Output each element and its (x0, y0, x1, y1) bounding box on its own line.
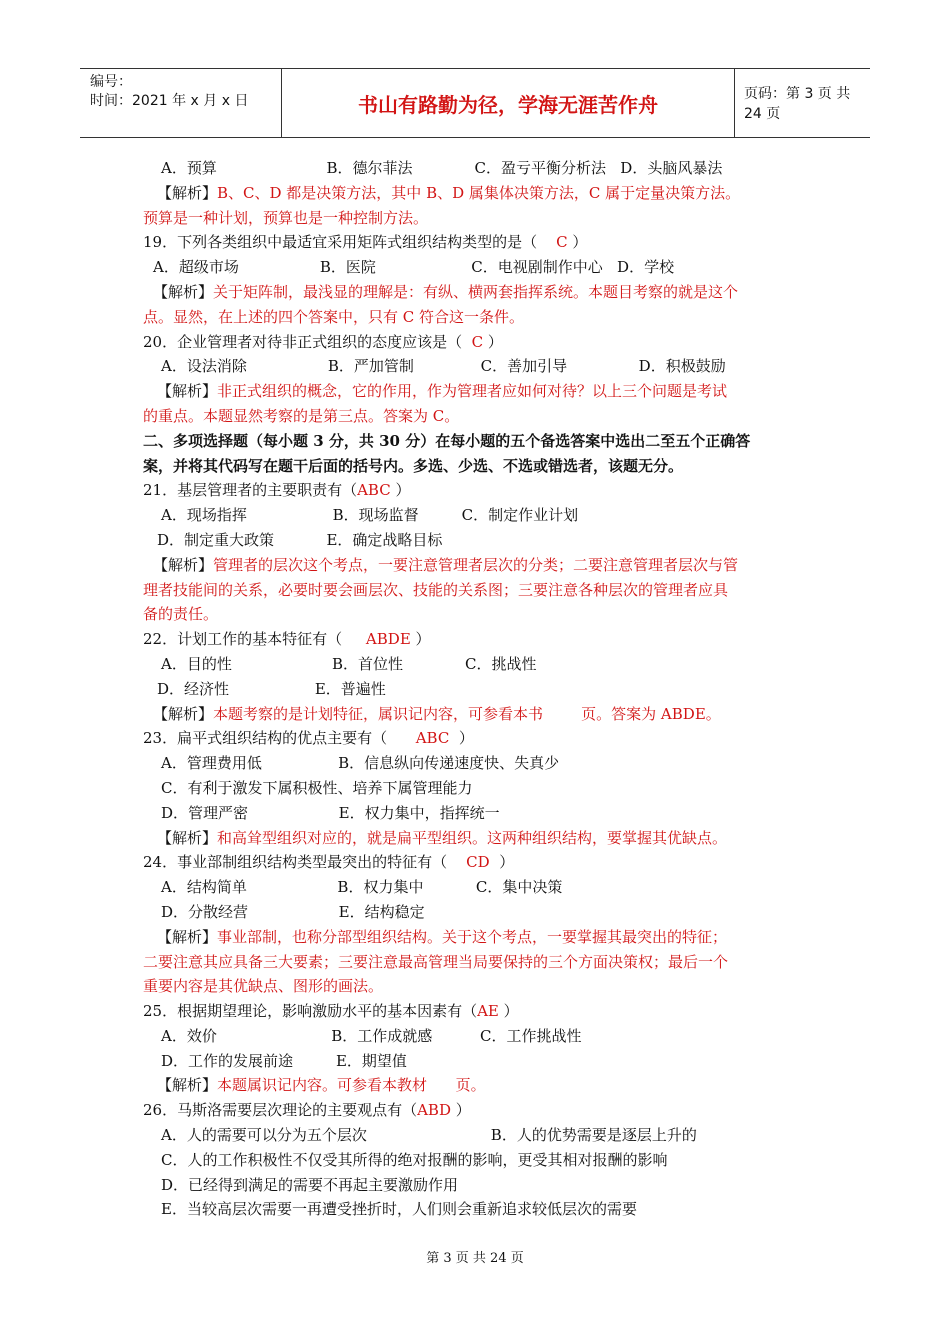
section-heading-cont: 案，并将其代码写在题干后面的括号内。多选、少选、不选或错选者，该题无分。 (143, 456, 684, 475)
q24-analysis-cont2: 重要内容是其优缺点、图形的画法。 (143, 977, 384, 996)
q22-analysis (143, 702, 813, 727)
header-page-number: 页码：第 3 页 共 24 页 (744, 86, 851, 122)
header-time: 时间：2021 年 x 月 x 日 (90, 93, 249, 109)
q24-analysis-cont: 二要注意其应具备三大要素；三要注意最高管理当局要保持的三个方面决策权；最后一个 (143, 952, 729, 971)
q24-analysis (143, 925, 813, 950)
q21-options-2: D．制定重大政策 E．确定战略目标 (157, 530, 443, 549)
q20-analysis (143, 379, 813, 404)
analysis-text: 事业部制，也称分部型组织结构。关于这个考点，一要掌握其最突出的特征； (217, 927, 728, 946)
q19-options: A．超级市场 B．医院 C．电视剧制作中心 D．学校 (153, 258, 675, 277)
analysis-text: 非正式组织的概念，它的作用，作为管理者应如何对待？以上三个问题是考试 (217, 382, 728, 401)
q19-answer: C (537, 233, 573, 252)
analysis-tag: 【解析】 (153, 282, 214, 301)
q23-answer: ABC (387, 729, 459, 748)
header-number: 编号： (90, 74, 132, 90)
analysis-tag: 【解析】 (157, 828, 218, 847)
analysis-tag: 【解析】 (157, 927, 218, 946)
q25-answer: AE (477, 1002, 499, 1021)
q25-analysis (143, 1073, 813, 1098)
q25-question: 25．根据期望理论，影响激励水平的基本因素有（AE ） (143, 1002, 519, 1021)
document-body (143, 156, 813, 1222)
analysis-tag: 【解析】 (157, 183, 218, 202)
q21-answer: ABC (357, 481, 391, 500)
q26-answer: ABD (417, 1101, 451, 1120)
q24-options-2: D．分散经营 E．结构稳定 (161, 902, 425, 921)
q18-options: A．预算 B．德尔菲法 C．盈亏平衡分析法 D．头脑风暴法 (161, 159, 723, 177)
q23-question: 23．扁平式组织结构的优点主要有（ ABC ） (143, 729, 474, 748)
analysis-text: 本题属识记内容。可参看本教材 页。 (217, 1076, 486, 1095)
q18-analysis-cont: 预算是一种计划，预算也是一种控制方法。 (143, 208, 429, 227)
q26-options-1: A．人的需要可以分为五个层次 B．人的优势需要是逐层上升的 (161, 1126, 697, 1145)
analysis-tag: 【解析】 (153, 704, 214, 723)
analysis-text: 关于矩阵制，最浅显的理解是：有纵、横两套指挥系统。本题目考察的就是这个 (213, 282, 739, 301)
q18-analysis (143, 181, 813, 206)
q25-options-2: D．工作的发展前途 E．期望值 (161, 1051, 407, 1070)
page-footer: 第 3 页 共 24 页 (426, 1251, 524, 1266)
q23-options-2: C．有利于激发下属积极性、培养下属管理能力 (161, 778, 473, 797)
q21-analysis-cont: 理者技能间的关系，必要时要会画层次、技能的关系图；三要注意各种层次的管理者应具 (143, 580, 729, 599)
q23-options-1: A．管理费用低 B．信息纵向传递速度快、失真少 (161, 754, 560, 773)
q20-analysis-cont: 的重点。本题显然考察的是第三点。答案为 C。 (143, 406, 460, 425)
analysis-text: 本题考察的是计划特征，属识记内容，可参看本书 页。答案为 ABDE。 (213, 704, 721, 723)
q24-question: 24．事业部制组织结构类型最突出的特征有（ CD ） (143, 853, 515, 872)
q20-question: 20．企业管理者对待非正式组织的态度应该是（ C ） (143, 332, 503, 351)
analysis-tag: 【解析】 (157, 382, 218, 401)
page-header (80, 68, 870, 138)
q21-options-1: A．现场指挥 B．现场监督 C．制定作业计划 (161, 506, 579, 525)
q24-options-1: A．结构简单 B．权力集中 C．集中决策 (161, 878, 563, 897)
q20-answer: C (462, 332, 488, 351)
q26-option-e: E．当较高层次需要一再遭受挫折时，人们则会重新追求较低层次的需要 (161, 1200, 637, 1219)
q21-analysis (143, 553, 813, 578)
q22-answer: ABDE (342, 630, 416, 649)
q22-question: 22．计划工作的基本特征有（ ABDE ） (143, 630, 431, 649)
q26-question: 26．马斯洛需要层次理论的主要观点有（ABD ） (143, 1101, 471, 1120)
analysis-tag: 【解析】 (157, 1076, 218, 1095)
header-info (80, 69, 282, 137)
q23-analysis (143, 826, 813, 851)
analysis-tag: 【解析】 (153, 555, 214, 574)
q22-options-1: A．目的性 B．首位性 C．挑战性 (161, 654, 537, 673)
q21-question: 21．基层管理者的主要职责有（ABC ） (143, 481, 411, 500)
analysis-text: 和高耸型组织对应的，就是扁平型组织。这两种组织结构，要掌握其优缺点。 (217, 828, 728, 847)
q20-options: A．设法消除 B．严加管制 C．善加引导 D．积极鼓励 (161, 357, 726, 376)
section-heading: 二、多项选择题（每小题 3 分，共 30 分）在每小题的五个备选答案中选出二至五个正确答 (143, 431, 751, 450)
q21-analysis-cont2: 备的责任。 (143, 605, 219, 624)
analysis-text: 管理者的层次这个考点，一要注意管理者层次的分类；二要注意管理者层次与管 (213, 555, 739, 574)
header-motto: 书山有路勤为径，学海无涯苦作舟 (282, 69, 735, 137)
q22-options-2: D．经济性 E．普遍性 (157, 679, 386, 698)
q19-analysis (143, 280, 813, 305)
q26-option-d: D．已经得到满足的需要不再起主要激励作用 (161, 1175, 459, 1194)
q19-question: 19．下列各类组织中最适宜采用矩阵式组织结构类型的是（ C ） (143, 233, 588, 252)
q19-analysis-cont: 点。显然，在上述的四个答案中，只有 C 符合这一条件。 (143, 307, 525, 326)
q23-options-3: D．管理严密 E．权力集中，指挥统一 (161, 803, 500, 822)
analysis-text: B、C、D 都是决策方法，其中 B、D 属集体决策方法，C 属于定量决策方法。 (217, 183, 741, 202)
q24-answer: CD (447, 853, 500, 872)
q26-option-c: C．人的工作积极性不仅受其所得的绝对报酬的影响，更受其相对报酬的影响 (161, 1150, 668, 1169)
q25-options-1: A．效价 B．工作成就感 C．工作挑战性 (161, 1026, 582, 1045)
